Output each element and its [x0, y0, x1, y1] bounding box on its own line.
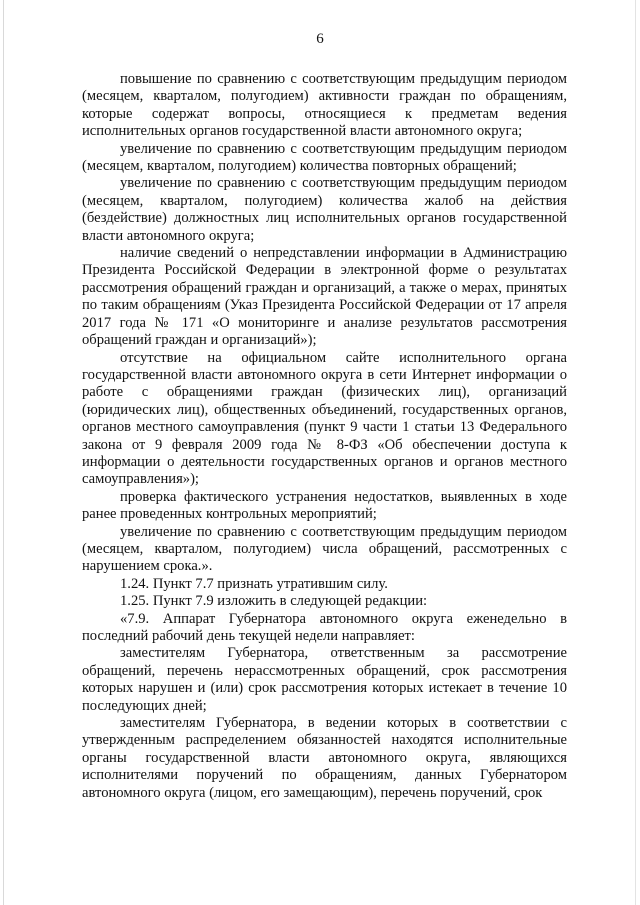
paragraph: 1.25. Пункт 7.9 изложить в следующей редакции:: [120, 593, 428, 610]
page-number: 6: [316, 31, 324, 47]
scan-edge-right: [635, 0, 636, 905]
paragraph: увеличение по сравнению с соответствующим предыдущим периодом (месяцем, кварталом, полугодием) числа обращений, рассмотренных с нарушением срока.».: [82, 523, 567, 575]
scan-edge-left: [3, 0, 4, 905]
paragraph: 1.24. Пункт 7.7 признать утратившим силу.: [120, 575, 388, 592]
paragraph: повышение по сравнению с соответствующим предыдущим периодом (месяцем, кварталом, полугодием) активности граждан по обращениям, которые содержат вопросы, относящиеся к предметам ведения исполнительных органов государственной власти автономного округа;: [82, 71, 567, 140]
paragraph: наличие сведений о непредставлении информации в Администрацию Президента Российской Федерации в электронной форме о результатах рассмотрения обращений граждан и организаций, а также о мерах, принятых по таким обращениям (Указ Президента Российской Федерации от 17 апреля 2017 года № 171 «О мониторинге и анализе результатов рассмотрения обращений граждан и организаций»);: [82, 245, 567, 349]
document-body: [82, 71, 567, 802]
paragraph: заместителям Губернатора, в ведении которых в соответствии с утвержденным распределением обязанностей находятся исполнительные органы государственной власти автономного округа, являющихся исполнителями поручений по обращениям, данных Губернатором автономного округа (лицом, его замещающим), перечень поручений, срок: [82, 715, 567, 801]
paragraph: проверка фактического устранения недостатков, выявленных в ходе ранее проведенных контрольных мероприятий;: [82, 488, 567, 523]
paragraph: отсутствие на официальном сайте исполнительного органа государственной власти автономного округа в сети Интернет информации о работе с обращениями граждан (физических лиц), организаций (юридических лиц), общественных объединений, государственных органов, органов местного самоуправления (пункт 9 части 1 статьи 13 Федерального закона от 9 февраля 2009 года № 8-ФЗ «Об обеспечении доступа к информации о деятельности государственных органов и органов местного самоуправления»);: [82, 349, 567, 488]
paragraph: «7.9. Аппарат Губернатора автономного округа еженедельно в последний рабочий день текущей недели направляет:: [82, 610, 567, 644]
paragraph: увеличение по сравнению с соответствующим предыдущим периодом (месяцем, кварталом, полугодием) количества жалоб на действия (бездействие) должностных лиц исполнительных органов государственной власти автономного округа;: [82, 175, 567, 244]
paragraph: заместителям Губернатора, ответственным за рассмотрение обращений, перечень нерассмотренных обращений, срок рассмотрения которых нарушен и (или) срок рассмотрения которых истекает в течение 10 последующих дней;: [82, 645, 567, 714]
paragraph: увеличение по сравнению с соответствующим предыдущим периодом (месяцем, кварталом, полугодием) количества повторных обращений;: [82, 140, 567, 175]
